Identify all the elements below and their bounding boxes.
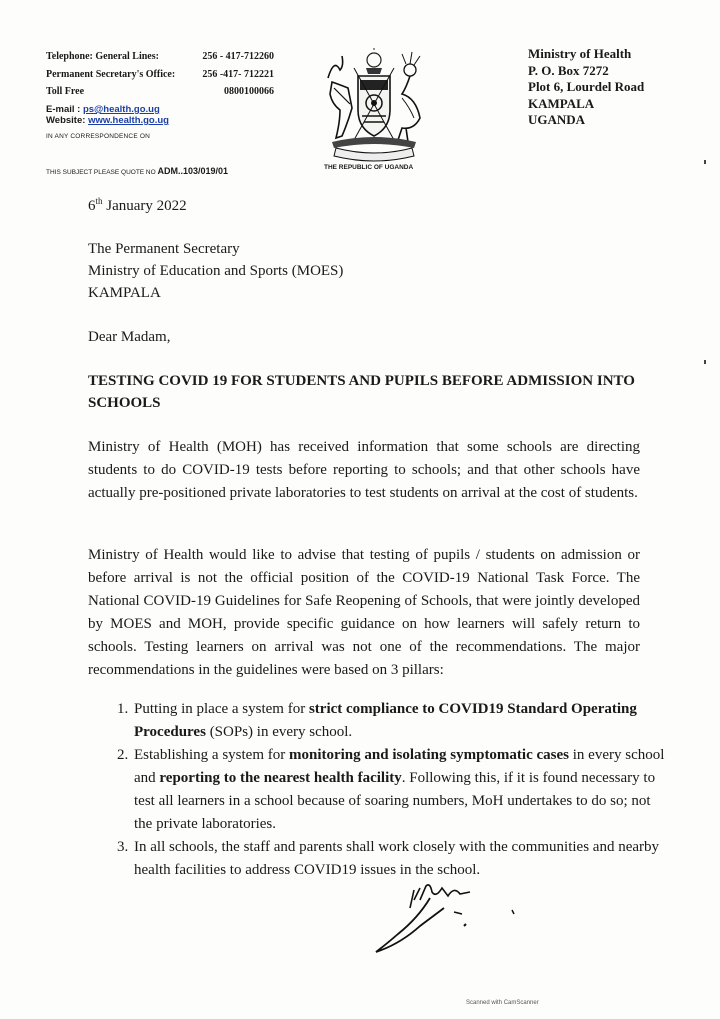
recipient-block — [88, 238, 343, 304]
recipient-line: Ministry of Education and Sports (MOES) — [88, 263, 344, 279]
subject-quote-number: ADM..103/019/01 — [157, 166, 229, 176]
toll-free-label: Toll Free — [46, 86, 85, 98]
letter-date — [88, 196, 187, 215]
pillars-list — [108, 698, 668, 882]
coat-of-arms-icon — [318, 48, 430, 164]
ps-office-row — [46, 66, 274, 84]
subject-quote-label: THIS SUBJECT PLEASE QUOTE NO — [46, 169, 156, 176]
address-line: P. O. Box 7272 — [528, 62, 609, 78]
website-label: Website: — [46, 115, 86, 126]
email-link[interactable]: ps@health.go.ug — [82, 104, 160, 115]
website-link[interactable]: www.health.go.ug — [88, 115, 169, 126]
date-suffix: th — [95, 196, 103, 206]
pillar-item: 3. In all schools, the staff and parents shall work closely with the communities and nearby health facilities to address COVID19 issues in the school. — [132, 836, 668, 882]
scan-mark — [704, 160, 706, 164]
scanned-watermark: Scanned with CamScanner — [466, 1000, 539, 1006]
signature-icon — [370, 878, 530, 958]
recipient-line: KAMPALA — [88, 285, 161, 301]
letter-subject: TESTING COVID 19 FOR STUDENTS AND PUPILS BEFORE ADMISSION INTO SCHOOLS — [88, 373, 635, 411]
reference-line — [46, 166, 228, 176]
address-line: UGANDA — [528, 112, 586, 127]
salutation: Dear Madam, — [88, 329, 171, 345]
online-contacts — [46, 104, 169, 142]
scan-mark — [704, 360, 706, 364]
address-line: Plot 6, Lourdel Road — [528, 79, 645, 94]
date-day: 6 — [88, 198, 96, 214]
email-row — [46, 104, 169, 115]
email-label: E-mail : — [46, 104, 81, 115]
republic-label: THE REPUBLIC OF UGANDA — [324, 164, 414, 171]
toll-free-row — [46, 83, 274, 101]
ps-office-value: 256 -417- 712221 — [202, 68, 274, 80]
telephone-row — [46, 48, 274, 66]
telephone-value: 256 - 417-712260 — [202, 51, 274, 63]
address-line: KAMPALA — [528, 95, 595, 111]
recipient-line: The Permanent Secretary — [88, 241, 240, 257]
correspondence-note: IN ANY CORRESPONDENCE ON — [46, 133, 151, 140]
website-row — [46, 115, 169, 126]
paragraph-1: Ministry of Health (MOH) has received information that some schools are directing students to do COVID-19 tests before reporting to schools; and that other schools have actually pre-positioned private laboratories to test students on arrival at the cost of students. — [88, 439, 640, 501]
toll-free-value: 0800100066 — [224, 86, 274, 98]
pillar-item: 1. Putting in place a system for strict compliance to COVID19 Standard Operating Procedures (SOPs) in every school. — [132, 698, 668, 744]
pillar-item: 2. Establishing a system for monitoring and isolating symptomatic cases in every school and reporting to the nearest health facility. Following this, if it is found necessary to test all learners in a school because of soaring numbers, MoH undertakes to do so; not the private laboratories. — [132, 744, 668, 836]
contact-numbers — [46, 48, 274, 101]
ministry-address — [528, 46, 644, 129]
address-line: Ministry of Health — [528, 46, 632, 61]
date-rest: January 2022 — [102, 198, 187, 214]
ps-office-label: Permanent Secretary's Office: — [46, 68, 176, 80]
telephone-label: Telephone: General Lines: — [46, 51, 159, 63]
paragraph-2: Ministry of Health would like to advise that testing of pupils / students on admission or before arrival is not the official position of the COVID-19 National Task Force. The National COVID-19 Guidelines for Safe Reopening of Schools, that were jointly developed by MOES and MOH, provide specific guidance on how learners will safely return to schools. Testing learners on arrival was not one of the recommendations. The major recommendations in the guidelines were based on 3 pillars: — [88, 547, 640, 678]
